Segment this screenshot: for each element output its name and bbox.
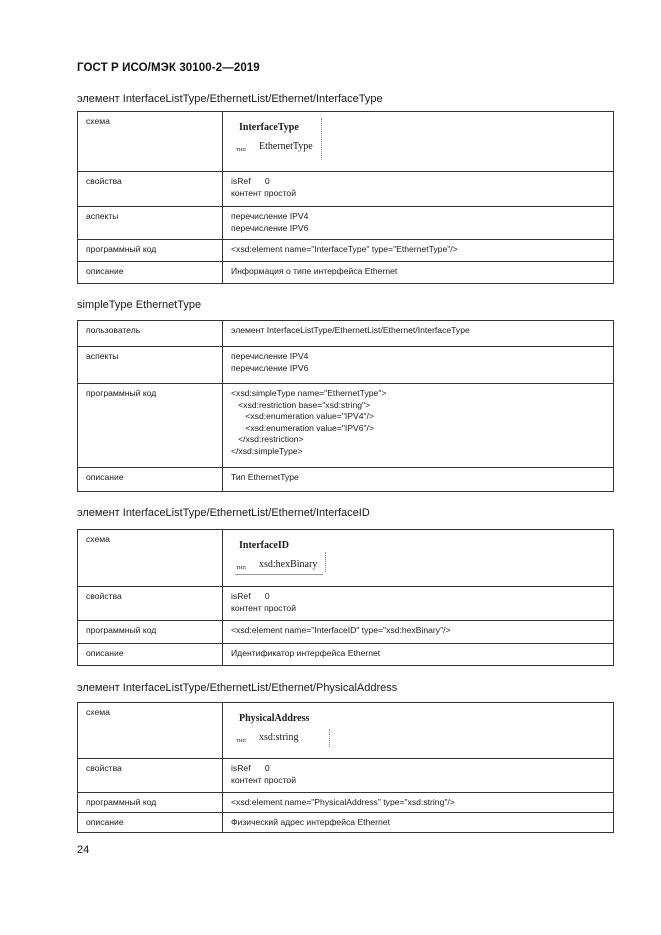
row-key: программный код: [78, 621, 223, 644]
table-row: [78, 813, 614, 833]
schema-boundary-line: [321, 118, 322, 160]
schema-element-name: InterfaceType: [239, 122, 299, 133]
row-value: перечисление IPV4 перечисление IPV6: [223, 347, 614, 384]
row-key: описание: [78, 262, 223, 284]
row-value: <xsd:simpleType name="EthernetType"> <xsd:restriction base="xsd:string"> <xsd:enumeration value="IPV4"/> <xsd:enumeration value="IPV6"/> </xsd:restriction> </xsd:simpleType>: [223, 384, 614, 468]
schema-diagram: [231, 534, 607, 578]
row-value: Информация о типе интерфейса Ethernet: [223, 262, 614, 284]
table-row: [78, 347, 614, 384]
row-key: свойства: [78, 759, 223, 793]
row-key: описание: [78, 468, 223, 492]
schema-element-name: InterfaceID: [239, 540, 289, 551]
schema-diagram: [231, 707, 607, 751]
row-key: аспекты: [78, 347, 223, 384]
schema-cell: [223, 112, 614, 172]
row-key: описание: [78, 813, 223, 833]
row-key: схема: [78, 530, 223, 587]
table-row: [78, 587, 614, 621]
row-value: <xsd:element name="InterfaceType" type="EthernetType"/>: [223, 240, 614, 262]
row-value: Физический адрес интерфейса Ethernet: [223, 813, 614, 833]
table-row: [78, 621, 614, 644]
table-row: [78, 468, 614, 492]
row-key: описание: [78, 644, 223, 666]
table-row: [78, 793, 614, 813]
row-value: <xsd:element name="PhysicalAddress" type="xsd:string"/>: [223, 793, 614, 813]
schema-type-prefix: тип: [236, 737, 246, 744]
schema-underline: [235, 574, 323, 575]
row-key: программный код: [78, 384, 223, 468]
row-key: схема: [78, 703, 223, 759]
row-value: isRef 0 контент простой: [223, 759, 614, 793]
section-title: элемент InterfaceListType/EthernetList/Ethernet/InterfaceType: [77, 93, 383, 105]
schema-boundary-line: [329, 729, 330, 747]
table-row: [78, 240, 614, 262]
schema-type-prefix: тип: [236, 564, 246, 571]
section-title: simpleType EthernetType: [77, 299, 202, 311]
row-key: свойства: [78, 172, 223, 207]
element-table-physical-address: [77, 702, 614, 833]
schema-type-name: EthernetType: [259, 141, 313, 152]
schema-element-name: PhysicalAddress: [239, 713, 310, 724]
schema-cell: [223, 703, 614, 759]
schema-diagram: [231, 116, 607, 160]
schema-type-prefix: тип: [236, 146, 246, 153]
element-table-interface-id: [77, 529, 614, 666]
table-row: [78, 644, 614, 666]
row-key: программный код: [78, 793, 223, 813]
row-value: <xsd:element name="InterfaceID" type="xsd:hexBinary"/>: [223, 621, 614, 644]
row-key: программный код: [78, 240, 223, 262]
table-row: [78, 112, 614, 172]
table-row: [78, 262, 614, 284]
row-value: Идентификатор интерфейса Ethernet: [223, 644, 614, 666]
row-value: isRef 0 контент простой: [223, 587, 614, 621]
table-row: [78, 530, 614, 587]
schema-type-name: xsd:string: [259, 732, 299, 743]
row-key: свойства: [78, 587, 223, 621]
row-value: Тип EthernetType: [223, 468, 614, 492]
row-value: перечисление IPV4 перечисление IPV6: [223, 207, 614, 240]
table-row: [78, 321, 614, 347]
table-row: [78, 384, 614, 468]
row-value: isRef 0 контент простой: [223, 172, 614, 207]
row-key: схема: [78, 112, 223, 172]
section-title: элемент InterfaceListType/EthernetList/Ethernet/InterfaceID: [77, 507, 370, 519]
table-row: [78, 172, 614, 207]
document-title: ГОСТ Р ИСО/МЭК 30100-2—2019: [77, 62, 260, 74]
schema-boundary-line: [325, 552, 326, 572]
row-key: аспекты: [78, 207, 223, 240]
table-row: [78, 703, 614, 759]
element-table-interface-type: [77, 111, 614, 284]
section-title: элемент InterfaceListType/EthernetList/Ethernet/PhysicalAddress: [77, 682, 398, 694]
simple-type-table: [77, 320, 614, 492]
page-number: 24: [77, 844, 90, 856]
table-row: [78, 759, 614, 793]
schema-cell: [223, 530, 614, 587]
row-key: пользователь: [78, 321, 223, 347]
table-row: [78, 207, 614, 240]
schema-type-name: xsd:hexBinary: [259, 559, 318, 570]
row-value: элемент InterfaceListType/EthernetList/Ethernet/InterfaceType: [223, 321, 614, 347]
